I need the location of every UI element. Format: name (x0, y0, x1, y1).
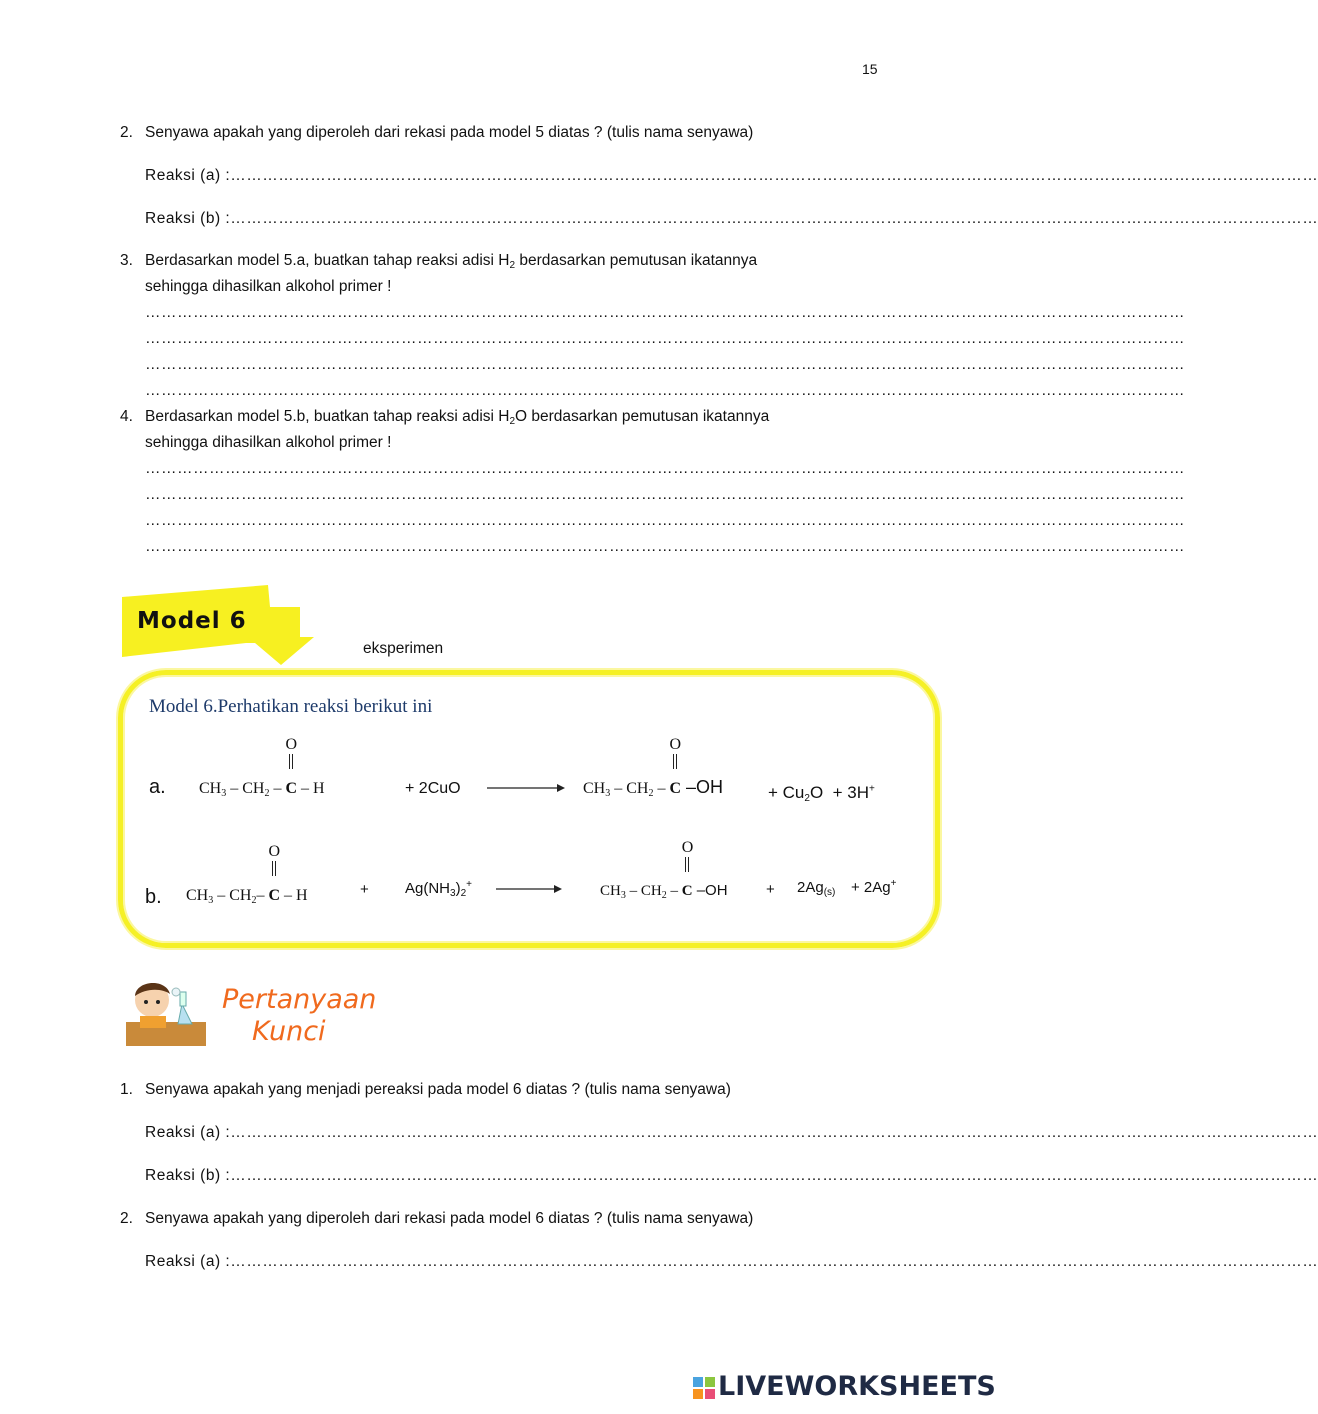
liveworksheets-brand: LIVEWORKSHEETS (718, 1371, 996, 1402)
question-text: Senyawa apakah yang menjadi pereaksi pada model 6 diatas ? (tulis nama senyawa) (145, 1081, 731, 1098)
answer-line[interactable]: …………………………………………………………………………………………………………………………………………………………………………… (145, 382, 1185, 399)
answer-line[interactable]: …………………………………………………………………………………………………………………………………………………………………………… (145, 538, 1185, 555)
reaction-a-reagent: + 2CuO (405, 780, 461, 797)
carbonyl-carbon: O C (285, 736, 298, 797)
answer-line[interactable]: …………………………………………………………………………………………………………………………………………………………………………… (145, 486, 1185, 503)
question-number: 1. (120, 1081, 133, 1098)
question-number: 4. (120, 408, 133, 425)
answer-line[interactable]: …………………………………………………………………………………………………………………………………………………………………………… (145, 460, 1185, 477)
answer-label: Reaksi (b) : (145, 1167, 231, 1184)
reaction-a-byproducts: + $Cu_2O + 3H^+$ (768, 783, 875, 804)
carbonyl-carbon: O C (681, 839, 694, 899)
reaction-b-reactant: $CH_3 - CH_2-$ O C – H (186, 843, 308, 906)
liveworksheets-logo-icon (693, 1377, 717, 1401)
question-text: Senyawa apakah yang diperoleh dari rekasi pada model 6 diatas ? (tulis nama senyawa) (145, 1210, 754, 1227)
eksperimen-label: eksperimen (363, 640, 444, 657)
scientist-illustration (126, 978, 208, 1048)
reaction-b-product: $CH_3 - CH_2$ – O C –OH (600, 839, 728, 901)
answer-label: Reaksi (a) : (145, 1253, 231, 1270)
question-text-cont: berdasarkan pemutusan ikatannya (515, 252, 758, 269)
answer-line[interactable]: …………………………………………………………………………………………………………………………………………………………………………… (145, 356, 1185, 373)
question-number: 2. (120, 124, 133, 141)
question-1-model6 (120, 1077, 731, 1103)
answer-line-reaksi-a[interactable]: Reaksi (a) :…………………………………………………………………………………………………………………………………………………………………………………… (145, 1253, 1318, 1270)
question-4-line2: sehingga dihasilkan alkohol primer ! (145, 434, 392, 451)
page-number: 15 (862, 61, 878, 77)
carbonyl-carbon: O C (268, 843, 281, 904)
reaction-a-label: a. (149, 776, 166, 798)
question-4 (120, 404, 769, 430)
answer-line-reaksi-a[interactable]: Reaksi (a) :…………………………………………………………………………………………………………………………………………………………………………………… (145, 167, 1318, 184)
answer-label: Reaksi (b) : (145, 210, 231, 227)
answer-line-reaksi-b[interactable]: Reaksi (b) :…………………………………………………………………………………………………………………………………………………………………………………… (145, 210, 1318, 227)
reaction-a-product: $CH_3 - CH_2$ – O C –OH (583, 736, 724, 799)
question-number: 2. (120, 1210, 133, 1227)
question-2-model6 (120, 1206, 753, 1232)
answer-line[interactable]: …………………………………………………………………………………………………………………………………………………………………………… (145, 330, 1185, 347)
question-2-model5 (120, 120, 753, 146)
question-text: Senyawa apakah yang diperoleh dari rekasi pada model 5 diatas ? (tulis nama senyawa) (145, 124, 754, 141)
carbonyl-carbon: O C (669, 736, 682, 797)
kunci-heading: Kunci (252, 1016, 326, 1047)
reaction-b-label: b. (145, 886, 162, 908)
silver-solid: $2Ag_{(s)}$ (797, 879, 836, 898)
answer-label: Reaksi (a) : (145, 167, 231, 184)
answer-line[interactable]: …………………………………………………………………………………………………………………………………………………………………………… (145, 512, 1185, 529)
question-3 (120, 248, 757, 274)
answer-line[interactable]: …………………………………………………………………………………………………………………………………………………………………………… (145, 304, 1185, 321)
silver-ion: + 2Ag+ (851, 878, 897, 896)
question-3-line2: sehingga dihasilkan alkohol primer ! (145, 278, 392, 295)
plus-sign: + (360, 881, 369, 898)
question-text: Berdasarkan model 5.b, buatkan tahap reaksi adisi H (145, 408, 510, 425)
answer-label: Reaksi (a) : (145, 1124, 231, 1141)
answer-line-reaksi-b[interactable]: Reaksi (b) :…………………………………………………………………………………………………………………………………………………………………………………… (145, 1167, 1318, 1184)
subscript: 2 (509, 260, 516, 271)
reaction-b-reagent: $Ag(NH_3)_2^+$ (405, 879, 472, 899)
reaction-a-reactant: $CH_3 - CH_2$ – O C – H (199, 736, 325, 799)
reaction-arrow-icon (496, 882, 562, 896)
model-6-label: Model 6 (137, 608, 247, 634)
arrow-down-icon (250, 603, 316, 665)
question-text: Berdasarkan model 5.a, buatkan tahap reaksi adisi H (145, 252, 510, 269)
reaction-arrow-icon (487, 781, 565, 795)
model-6-title: Model 6.Perhatikan reaksi berikut ini (149, 696, 433, 717)
question-number: 3. (120, 252, 133, 269)
plus-sign: + (766, 881, 775, 898)
pertanyaan-heading: Pertanyaan (222, 984, 377, 1015)
question-text-cont: O berdasarkan pemutusan ikatannya (515, 408, 770, 425)
answer-line-reaksi-a[interactable]: Reaksi (a) :…………………………………………………………………………………………………………………………………………………………………………………… (145, 1124, 1318, 1141)
subscript: 2 (509, 416, 516, 427)
